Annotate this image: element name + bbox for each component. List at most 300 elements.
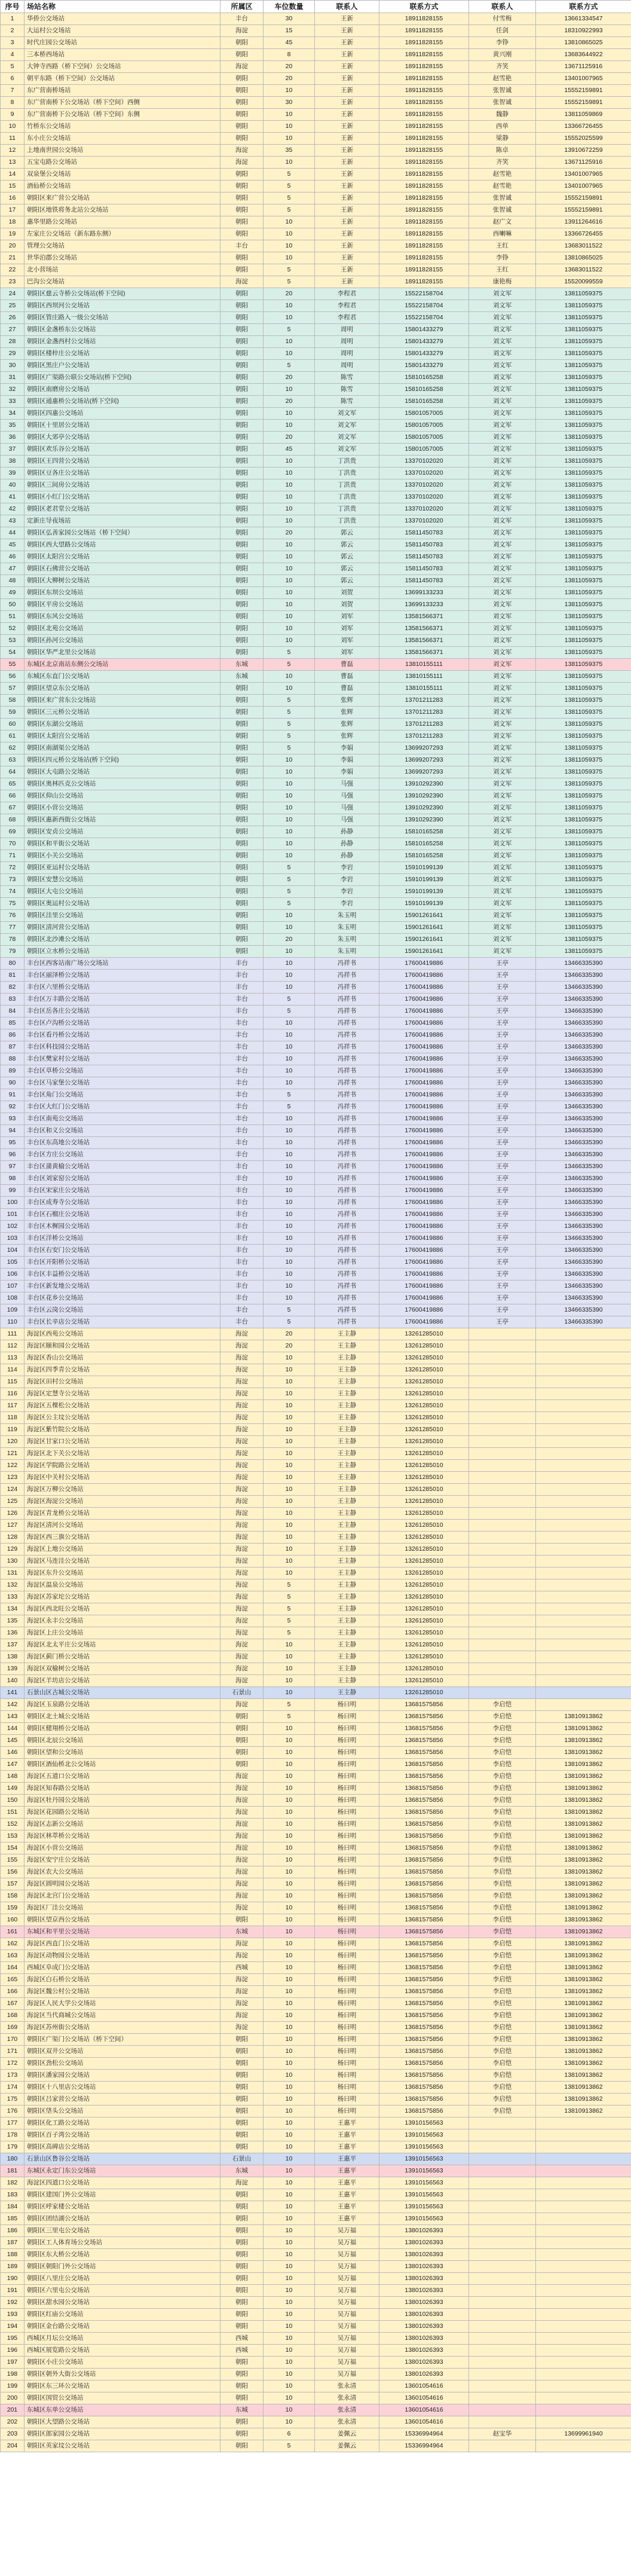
cell-phone-1: 13681575856 bbox=[379, 1878, 469, 1890]
cell-district: 丰台 bbox=[220, 1029, 264, 1041]
cell-phone-2: 13811059375 bbox=[536, 575, 631, 587]
cell-no: 47 bbox=[1, 563, 24, 575]
cell-spaces: 10 bbox=[264, 790, 315, 802]
cell-contact-2: 李启恺 bbox=[469, 1735, 536, 1747]
cell-spaces: 10 bbox=[264, 1783, 315, 1795]
cell-no: 191 bbox=[1, 2285, 24, 2297]
table-row bbox=[1, 1819, 631, 1831]
cell-no: 197 bbox=[1, 2357, 24, 2369]
table-body bbox=[1, 13, 631, 2452]
cell-phone-1: 15522158704 bbox=[379, 300, 469, 312]
cell-contact-2: 李启恺 bbox=[469, 1783, 536, 1795]
cell-contact-1: 孙静 bbox=[315, 838, 379, 850]
cell-phone-2 bbox=[536, 2129, 631, 2141]
table-row bbox=[1, 695, 631, 707]
cell-district: 海淀 bbox=[220, 1807, 264, 1819]
cell-station-name: 酒仙桥公交场站 bbox=[24, 181, 220, 192]
cell-phone-2: 15520099559 bbox=[536, 276, 631, 288]
cell-phone-1: 13801026393 bbox=[379, 2345, 469, 2357]
cell-station-name: 丰台区万丰路公交场站 bbox=[24, 994, 220, 1006]
cell-contact-2 bbox=[469, 1436, 536, 1448]
table-row bbox=[1, 1771, 631, 1783]
cell-spaces: 10 bbox=[264, 2117, 315, 2129]
cell-contact-2: 刘文军 bbox=[469, 503, 536, 515]
cell-contact-2: 王亭 bbox=[469, 1304, 536, 1316]
cell-no: 83 bbox=[1, 994, 24, 1006]
cell-station-name: 朝阳区三间房公交场站 bbox=[24, 479, 220, 491]
cell-district: 朝阳 bbox=[220, 826, 264, 838]
cell-district: 丰台 bbox=[220, 982, 264, 994]
cell-phone-1: 17600419886 bbox=[379, 1185, 469, 1197]
cell-no: 95 bbox=[1, 1137, 24, 1149]
cell-spaces: 5 bbox=[264, 181, 315, 192]
cell-spaces: 10 bbox=[264, 2213, 315, 2225]
cell-district: 海淀 bbox=[220, 1436, 264, 1448]
cell-district: 海淀 bbox=[220, 1854, 264, 1866]
cell-no: 90 bbox=[1, 1077, 24, 1089]
cell-district: 丰台 bbox=[220, 970, 264, 982]
cell-phone-1: 17600419886 bbox=[379, 1029, 469, 1041]
cell-phone-1: 13261285010 bbox=[379, 1400, 469, 1412]
cell-phone-2: 13401007965 bbox=[536, 181, 631, 192]
cell-district: 海淀 bbox=[220, 1831, 264, 1842]
cell-no: 18 bbox=[1, 216, 24, 228]
cell-district: 朝阳 bbox=[220, 2189, 264, 2201]
cell-station-name: 朝阳区华严北里公交场站 bbox=[24, 647, 220, 659]
table-row bbox=[1, 2189, 631, 2201]
cell-phone-2 bbox=[536, 2345, 631, 2357]
cell-contact-1: 王主静 bbox=[315, 1460, 379, 1472]
cell-district: 海淀 bbox=[220, 1878, 264, 1890]
cell-phone-1: 13801026393 bbox=[379, 2225, 469, 2237]
cell-spaces: 10 bbox=[264, 1496, 315, 1508]
cell-spaces: 10 bbox=[264, 2416, 315, 2428]
cell-district: 朝阳 bbox=[220, 2213, 264, 2225]
table-row bbox=[1, 276, 631, 288]
cell-no: 110 bbox=[1, 1316, 24, 1328]
cell-no: 52 bbox=[1, 623, 24, 635]
cell-contact-1: 刘贺 bbox=[315, 599, 379, 611]
table-row bbox=[1, 1292, 631, 1304]
cell-phone-2: 13811059375 bbox=[536, 491, 631, 503]
cell-no: 124 bbox=[1, 1484, 24, 1496]
cell-phone-1: 18911828155 bbox=[379, 264, 469, 276]
cell-district: 朝阳 bbox=[220, 695, 264, 707]
cell-contact-1: 周明 bbox=[315, 336, 379, 348]
cell-contact-1: 李岩 bbox=[315, 862, 379, 874]
cell-phone-2 bbox=[536, 1424, 631, 1436]
cell-contact-2: 刘文军 bbox=[469, 599, 536, 611]
cell-district: 朝阳 bbox=[220, 384, 264, 396]
cell-no: 45 bbox=[1, 539, 24, 551]
cell-contact-1: 王主静 bbox=[315, 1376, 379, 1388]
cell-contact-2: 王亭 bbox=[469, 1185, 536, 1197]
cell-phone-2 bbox=[536, 1376, 631, 1388]
cell-no: 66 bbox=[1, 790, 24, 802]
cell-contact-1: 李程君 bbox=[315, 288, 379, 300]
cell-district: 朝阳 bbox=[220, 2297, 264, 2309]
cell-phone-1: 13581566371 bbox=[379, 611, 469, 623]
cell-no: 23 bbox=[1, 276, 24, 288]
cell-spaces: 10 bbox=[264, 1233, 315, 1245]
cell-district: 东城 bbox=[220, 671, 264, 683]
cell-phone-2: 13811059375 bbox=[536, 408, 631, 420]
cell-phone-2 bbox=[536, 1603, 631, 1615]
table-row bbox=[1, 1209, 631, 1221]
cell-contact-2: 王亭 bbox=[469, 1161, 536, 1173]
cell-district: 朝阳 bbox=[220, 814, 264, 826]
table-row bbox=[1, 491, 631, 503]
table-row bbox=[1, 1149, 631, 1161]
cell-contact-1: 王主静 bbox=[315, 1520, 379, 1532]
cell-district: 海淀 bbox=[220, 1938, 264, 1950]
cell-no: 115 bbox=[1, 1376, 24, 1388]
cell-contact-2: 刘文军 bbox=[469, 372, 536, 384]
cell-phone-1: 13701211283 bbox=[379, 695, 469, 707]
cell-district: 海淀 bbox=[220, 1412, 264, 1424]
cell-no: 196 bbox=[1, 2345, 24, 2357]
cell-phone-1: 13681575856 bbox=[379, 1998, 469, 2010]
cell-district: 朝阳 bbox=[220, 742, 264, 754]
cell-contact-1: 王新 bbox=[315, 240, 379, 252]
cell-contact-1: 张永清 bbox=[315, 2392, 379, 2404]
cell-station-name: 丰台区洋桥公交场站 bbox=[24, 1233, 220, 1245]
cell-district: 朝阳 bbox=[220, 2117, 264, 2129]
cell-no: 162 bbox=[1, 1938, 24, 1950]
cell-contact-2 bbox=[469, 2285, 536, 2297]
cell-station-name: 朝阳区广渠路公联公交场站(桥下空间) bbox=[24, 372, 220, 384]
cell-station-name: 海淀区四季青公交场站 bbox=[24, 1364, 220, 1376]
cell-phone-1: 17600419886 bbox=[379, 1221, 469, 1233]
cell-no: 136 bbox=[1, 1627, 24, 1639]
table-row bbox=[1, 1281, 631, 1292]
cell-district: 丰台 bbox=[220, 1245, 264, 1257]
cell-phone-1: 15811450783 bbox=[379, 527, 469, 539]
cell-spaces: 10 bbox=[264, 1902, 315, 1914]
cell-phone-1: 15801433279 bbox=[379, 324, 469, 336]
cell-station-name: 朝阳区小红门公交场站 bbox=[24, 491, 220, 503]
cell-contact-2: 刘文军 bbox=[469, 587, 536, 599]
cell-contact-2: 刘文军 bbox=[469, 766, 536, 778]
cell-phone-2: 13811059375 bbox=[536, 467, 631, 479]
cell-district: 朝阳 bbox=[220, 2082, 264, 2094]
cell-phone-2 bbox=[536, 1591, 631, 1603]
cell-district: 丰台 bbox=[220, 1113, 264, 1125]
cell-phone-1: 13801026393 bbox=[379, 2273, 469, 2285]
cell-contact-1: 冯祥书 bbox=[315, 1077, 379, 1089]
cell-district: 朝阳 bbox=[220, 444, 264, 456]
cell-phone-1: 13801026393 bbox=[379, 2297, 469, 2309]
cell-contact-1: 吴万福 bbox=[315, 2261, 379, 2273]
cell-spaces: 10 bbox=[264, 1245, 315, 1257]
table-row bbox=[1, 1113, 631, 1125]
cell-spaces: 5 bbox=[264, 1006, 315, 1017]
cell-contact-2: 刘文军 bbox=[469, 623, 536, 635]
cell-phone-1: 13910156563 bbox=[379, 2213, 469, 2225]
cell-spaces: 5 bbox=[264, 886, 315, 898]
cell-phone-2: 13811059375 bbox=[536, 288, 631, 300]
cell-phone-1: 13261285010 bbox=[379, 1556, 469, 1567]
header-cell-no: 序号 bbox=[1, 1, 24, 13]
cell-no: 199 bbox=[1, 2381, 24, 2392]
cell-district: 朝阳 bbox=[220, 2357, 264, 2369]
cell-contact-2: 李启恺 bbox=[469, 2058, 536, 2070]
cell-spaces: 5 bbox=[264, 862, 315, 874]
cell-contact-1: 马强 bbox=[315, 814, 379, 826]
cell-district: 朝阳 bbox=[220, 432, 264, 444]
cell-district: 朝阳 bbox=[220, 121, 264, 133]
cell-phone-1: 13261285010 bbox=[379, 1484, 469, 1496]
cell-station-name: 朝阳区管庄路入一级公交场站 bbox=[24, 312, 220, 324]
cell-spaces: 5 bbox=[264, 360, 315, 372]
cell-phone-2: 13811059375 bbox=[536, 587, 631, 599]
cell-contact-2 bbox=[469, 1556, 536, 1567]
cell-phone-2: 13810913862 bbox=[536, 2094, 631, 2106]
cell-station-name: 时代庄园公交场站 bbox=[24, 37, 220, 49]
cell-no: 75 bbox=[1, 898, 24, 910]
cell-no: 4 bbox=[1, 49, 24, 61]
cell-phone-1: 18911828155 bbox=[379, 204, 469, 216]
cell-contact-2 bbox=[469, 1591, 536, 1603]
cell-station-name: 东城区北京南站东侧公交场站 bbox=[24, 659, 220, 671]
cell-phone-2: 13466335390 bbox=[536, 1137, 631, 1149]
cell-station-name: 朝阳区亚运村公交场站 bbox=[24, 862, 220, 874]
cell-contact-1: 冯祥书 bbox=[315, 1137, 379, 1149]
cell-contact-2: 刘文军 bbox=[469, 898, 536, 910]
cell-contact-1: 郭云 bbox=[315, 551, 379, 563]
cell-phone-2: 13466335390 bbox=[536, 1233, 631, 1245]
cell-phone-2: 13699961940 bbox=[536, 2428, 631, 2440]
cell-phone-1: 15811450783 bbox=[379, 551, 469, 563]
cell-spaces: 5 bbox=[264, 1579, 315, 1591]
cell-district: 朝阳 bbox=[220, 228, 264, 240]
cell-phone-2: 13401007965 bbox=[536, 169, 631, 181]
cell-spaces: 10 bbox=[264, 2297, 315, 2309]
cell-contact-2: 李启恺 bbox=[469, 1807, 536, 1819]
cell-district: 朝阳 bbox=[220, 109, 264, 121]
cell-spaces: 10 bbox=[264, 587, 315, 599]
cell-phone-1: 13261285010 bbox=[379, 1544, 469, 1556]
cell-station-name: 朝阳区西大望路公交场站 bbox=[24, 539, 220, 551]
table-row bbox=[1, 611, 631, 623]
cell-no: 46 bbox=[1, 551, 24, 563]
table-row bbox=[1, 886, 631, 898]
cell-contact-1: 杨曰明 bbox=[315, 2058, 379, 2070]
cell-phone-1: 13681575856 bbox=[379, 1842, 469, 1854]
cell-phone-1: 13581566371 bbox=[379, 635, 469, 647]
cell-contact-2: 赵广文 bbox=[469, 216, 536, 228]
cell-district: 丰台 bbox=[220, 13, 264, 25]
table-row bbox=[1, 360, 631, 372]
cell-station-name: 朝阳区四惠公交场站 bbox=[24, 408, 220, 420]
cell-spaces: 10 bbox=[264, 970, 315, 982]
cell-district: 朝阳 bbox=[220, 360, 264, 372]
cell-no: 51 bbox=[1, 611, 24, 623]
cell-spaces: 10 bbox=[264, 348, 315, 360]
cell-station-name: 朝阳区石佛营公交场站 bbox=[24, 563, 220, 575]
cell-contact-1: 郭云 bbox=[315, 575, 379, 587]
cell-district: 海淀 bbox=[220, 1651, 264, 1663]
cell-phone-2 bbox=[536, 1364, 631, 1376]
table-row bbox=[1, 1567, 631, 1579]
cell-phone-1: 13261285010 bbox=[379, 1603, 469, 1615]
cell-phone-2: 13810865025 bbox=[536, 252, 631, 264]
cell-contact-2: 刘文军 bbox=[469, 731, 536, 742]
cell-phone-1: 15801057005 bbox=[379, 408, 469, 420]
cell-station-name: 西城区阜成门公交场站 bbox=[24, 1962, 220, 1974]
table-row bbox=[1, 1053, 631, 1065]
cell-spaces: 20 bbox=[264, 1340, 315, 1352]
cell-phone-2 bbox=[536, 2416, 631, 2428]
cell-phone-2 bbox=[536, 2261, 631, 2273]
header-cell-spaces: 车位数量 bbox=[264, 1, 315, 13]
cell-district: 朝阳 bbox=[220, 2106, 264, 2117]
cell-spaces: 10 bbox=[264, 479, 315, 491]
table-row bbox=[1, 1340, 631, 1352]
cell-spaces: 10 bbox=[264, 1149, 315, 1161]
table-row bbox=[1, 1017, 631, 1029]
cell-contact-2 bbox=[469, 1579, 536, 1591]
cell-no: 28 bbox=[1, 336, 24, 348]
cell-station-name: 丰台区西客站南广场公交场站 bbox=[24, 958, 220, 970]
cell-contact-2: 齐笑 bbox=[469, 157, 536, 169]
cell-phone-2: 13811059375 bbox=[536, 671, 631, 683]
table-row bbox=[1, 1878, 631, 1890]
table-row bbox=[1, 1998, 631, 2010]
cell-spaces: 10 bbox=[264, 575, 315, 587]
table-row bbox=[1, 2106, 631, 2117]
cell-district: 朝阳 bbox=[220, 2321, 264, 2333]
cell-district: 海淀 bbox=[220, 1448, 264, 1460]
table-row bbox=[1, 742, 631, 754]
cell-no: 71 bbox=[1, 850, 24, 862]
cell-contact-1: 冯祥书 bbox=[315, 1029, 379, 1041]
cell-spaces: 10 bbox=[264, 2094, 315, 2106]
cell-no: 38 bbox=[1, 456, 24, 467]
cell-spaces: 20 bbox=[264, 73, 315, 85]
table-row bbox=[1, 1221, 631, 1233]
cell-spaces: 10 bbox=[264, 599, 315, 611]
cell-contact-2: 王亭 bbox=[469, 1257, 536, 1269]
cell-contact-1: 王主静 bbox=[315, 1687, 379, 1699]
cell-phone-2: 13466335390 bbox=[536, 1149, 631, 1161]
cell-district: 朝阳 bbox=[220, 1723, 264, 1735]
cell-phone-1: 15522158704 bbox=[379, 288, 469, 300]
cell-contact-2 bbox=[469, 2249, 536, 2261]
cell-district: 丰台 bbox=[220, 1065, 264, 1077]
cell-phone-1: 18911828155 bbox=[379, 13, 469, 25]
table-row bbox=[1, 1842, 631, 1854]
table-row bbox=[1, 2273, 631, 2285]
cell-phone-1: 13261285010 bbox=[379, 1663, 469, 1675]
cell-spaces: 10 bbox=[264, 539, 315, 551]
cell-phone-2 bbox=[536, 1579, 631, 1591]
cell-contact-1: 杨曰明 bbox=[315, 2046, 379, 2058]
cell-no: 175 bbox=[1, 2094, 24, 2106]
cell-phone-1: 13681575856 bbox=[379, 2106, 469, 2117]
cell-contact-2: 刘文军 bbox=[469, 635, 536, 647]
table-row bbox=[1, 659, 631, 671]
table-row bbox=[1, 1304, 631, 1316]
cell-contact-2: 王亭 bbox=[469, 1077, 536, 1089]
table-row bbox=[1, 778, 631, 790]
cell-station-name: 朝阳区甜水园公交场站 bbox=[24, 2297, 220, 2309]
table-row bbox=[1, 1723, 631, 1735]
table-row bbox=[1, 850, 631, 862]
cell-spaces: 10 bbox=[264, 623, 315, 635]
cell-phone-2: 13810913862 bbox=[536, 1866, 631, 1878]
table-row bbox=[1, 1938, 631, 1950]
cell-phone-2 bbox=[536, 2177, 631, 2189]
cell-phone-1: 13681575856 bbox=[379, 1890, 469, 1902]
cell-district: 朝阳 bbox=[220, 503, 264, 515]
cell-phone-1: 13261285010 bbox=[379, 1651, 469, 1663]
cell-phone-2 bbox=[536, 1663, 631, 1675]
cell-contact-1: 王主静 bbox=[315, 1639, 379, 1651]
cell-spaces: 10 bbox=[264, 1556, 315, 1567]
cell-spaces: 10 bbox=[264, 2034, 315, 2046]
cell-spaces: 10 bbox=[264, 408, 315, 420]
cell-station-name: 朝阳区北土城公交场站 bbox=[24, 1711, 220, 1723]
cell-district: 朝阳 bbox=[220, 2381, 264, 2392]
cell-no: 7 bbox=[1, 85, 24, 97]
table-row bbox=[1, 1352, 631, 1364]
cell-contact-2: 王亭 bbox=[469, 1209, 536, 1221]
cell-station-name: 海淀区牡丹园公交场站 bbox=[24, 1795, 220, 1807]
cell-phone-1: 13370102020 bbox=[379, 503, 469, 515]
table-row bbox=[1, 1926, 631, 1938]
cell-phone-1: 13681575856 bbox=[379, 1866, 469, 1878]
cell-phone-1: 13261285010 bbox=[379, 1508, 469, 1520]
cell-no: 138 bbox=[1, 1651, 24, 1663]
cell-phone-1: 13581566371 bbox=[379, 647, 469, 659]
cell-contact-1: 王主静 bbox=[315, 1472, 379, 1484]
cell-spaces: 10 bbox=[264, 1986, 315, 1998]
cell-phone-1: 13261285010 bbox=[379, 1388, 469, 1400]
cell-phone-2: 13811059375 bbox=[536, 814, 631, 826]
cell-district: 朝阳 bbox=[220, 874, 264, 886]
cell-contact-2: 梁静 bbox=[469, 133, 536, 145]
cell-spaces: 5 bbox=[264, 276, 315, 288]
cell-phone-2: 13811059375 bbox=[536, 336, 631, 348]
cell-station-name: 上地南世园公交场站 bbox=[24, 145, 220, 157]
table-row bbox=[1, 133, 631, 145]
cell-phone-1: 13681575856 bbox=[379, 2046, 469, 2058]
cell-no: 120 bbox=[1, 1436, 24, 1448]
cell-phone-2: 13810913862 bbox=[536, 2010, 631, 2022]
cell-no: 12 bbox=[1, 145, 24, 157]
cell-station-name: 朝阳区大屯路公交场站 bbox=[24, 766, 220, 778]
cell-contact-1: 王主静 bbox=[315, 1651, 379, 1663]
table-row bbox=[1, 37, 631, 49]
cell-phone-1: 13261285010 bbox=[379, 1412, 469, 1424]
table-row bbox=[1, 982, 631, 994]
cell-spaces: 10 bbox=[264, 1520, 315, 1532]
table-row bbox=[1, 671, 631, 683]
cell-station-name: 丰台区新发地公交场站 bbox=[24, 1281, 220, 1292]
table-row bbox=[1, 13, 631, 25]
cell-district: 朝阳 bbox=[220, 73, 264, 85]
table-row bbox=[1, 1974, 631, 1986]
cell-spaces: 10 bbox=[264, 611, 315, 623]
cell-contact-1: 丁洪贵 bbox=[315, 515, 379, 527]
cell-contact-1: 张永清 bbox=[315, 2381, 379, 2392]
cell-phone-1: 13261285010 bbox=[379, 1567, 469, 1579]
cell-contact-2: 刘文军 bbox=[469, 742, 536, 754]
cell-spaces: 10 bbox=[264, 1663, 315, 1675]
table-row bbox=[1, 216, 631, 228]
cell-no: 134 bbox=[1, 1603, 24, 1615]
